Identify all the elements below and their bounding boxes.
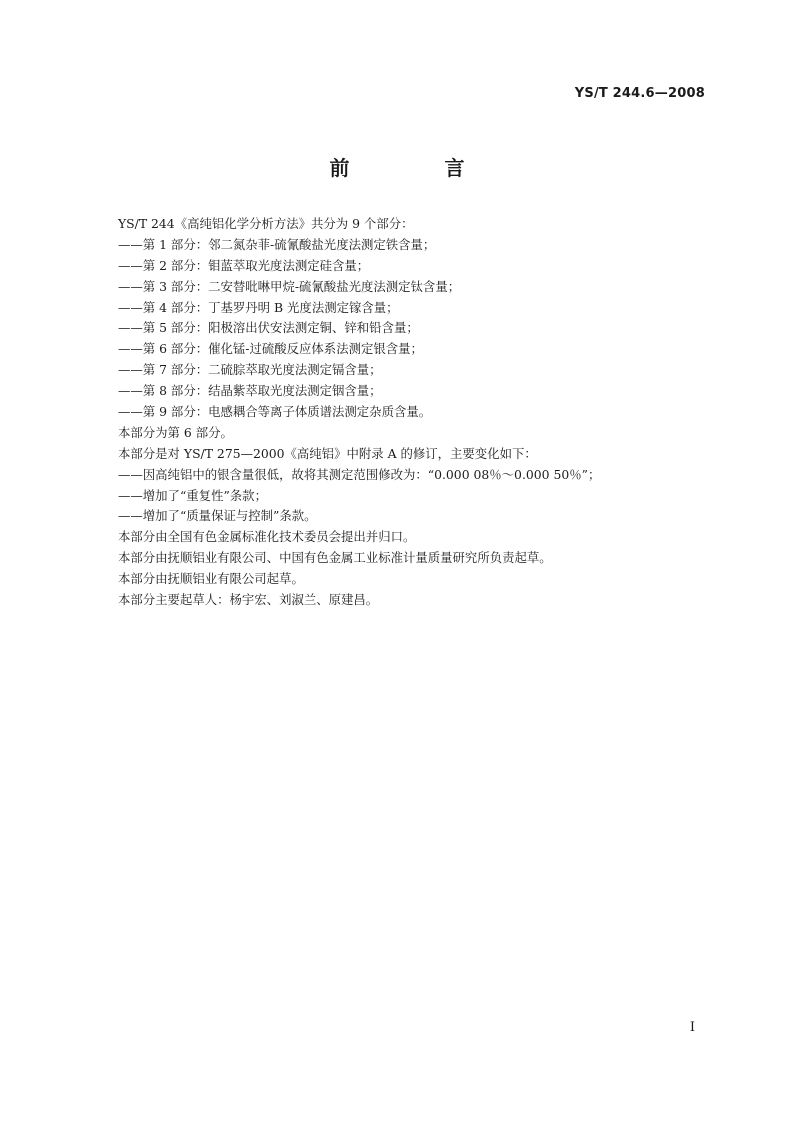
paragraph-line: 本部分由抚顺铝业有限公司、中国有色金属工业标准计量质量研究所负责起草。 [118, 550, 552, 566]
part-list-item: ——第 7 部分：二硫腙萃取光度法测定镉含量； [118, 362, 382, 378]
page-title: 前 言 [329, 156, 509, 180]
standard-number: YS/T 244.6—2008 [574, 86, 705, 101]
paragraph-line: 本部分由抚顺铝业有限公司起草。 [118, 571, 304, 587]
paragraph-line: 本部分为第 6 部分。 [118, 424, 233, 440]
part-list-item: ——第 9 部分：电感耦合等离子体质谱法测定杂质含量。 [118, 404, 432, 420]
intro-line: YS/T 244《高纯铝化学分析方法》共分为 9 个部分： [118, 216, 414, 231]
page-number: I [689, 1020, 695, 1035]
paragraph-line: 本部分主要起草人：杨宇宏、刘淑兰、原建昌。 [118, 592, 379, 608]
part-list-item: ——第 2 部分：钼蓝萃取光度法测定硅含量； [118, 257, 370, 273]
foreword-body [118, 214, 718, 611]
change-list-item: ——因高纯铝中的银含量很低，故将其测定范围修改为：“0.000 08％～0.000 50％”； [118, 466, 601, 482]
part-list-item: ——第 5 部分：阳极溶出伏安法测定铜、锌和铅含量； [118, 320, 419, 336]
paragraph-line: 本部分由全国有色金属标准化技术委员会提出并归口。 [118, 529, 416, 545]
part-list-item: ——第 1 部分：邻二氮杂菲-硫氰酸盐光度法测定铁含量； [118, 236, 436, 252]
part-list-item: ——第 6 部分：催化锰-过硫酸反应体系法测定银含量； [118, 341, 423, 357]
change-list-item: ——增加了“重复性”条款； [118, 487, 267, 503]
paragraph-line: 本部分是对 YS/T 275—2000《高纯铝》中附录 A 的修订，主要变化如下： [118, 445, 537, 461]
part-list-item: ——第 4 部分：丁基罗丹明 B 光度法测定镓含量； [118, 299, 399, 315]
change-list-item: ——增加了“质量保证与控制”条款。 [118, 508, 317, 524]
part-list-item: ——第 8 部分：结晶紫萃取光度法测定铟含量； [118, 383, 382, 399]
part-list-item: ——第 3 部分：二安替吡啉甲烷-硫氰酸盐光度法测定钛含量； [118, 278, 461, 294]
